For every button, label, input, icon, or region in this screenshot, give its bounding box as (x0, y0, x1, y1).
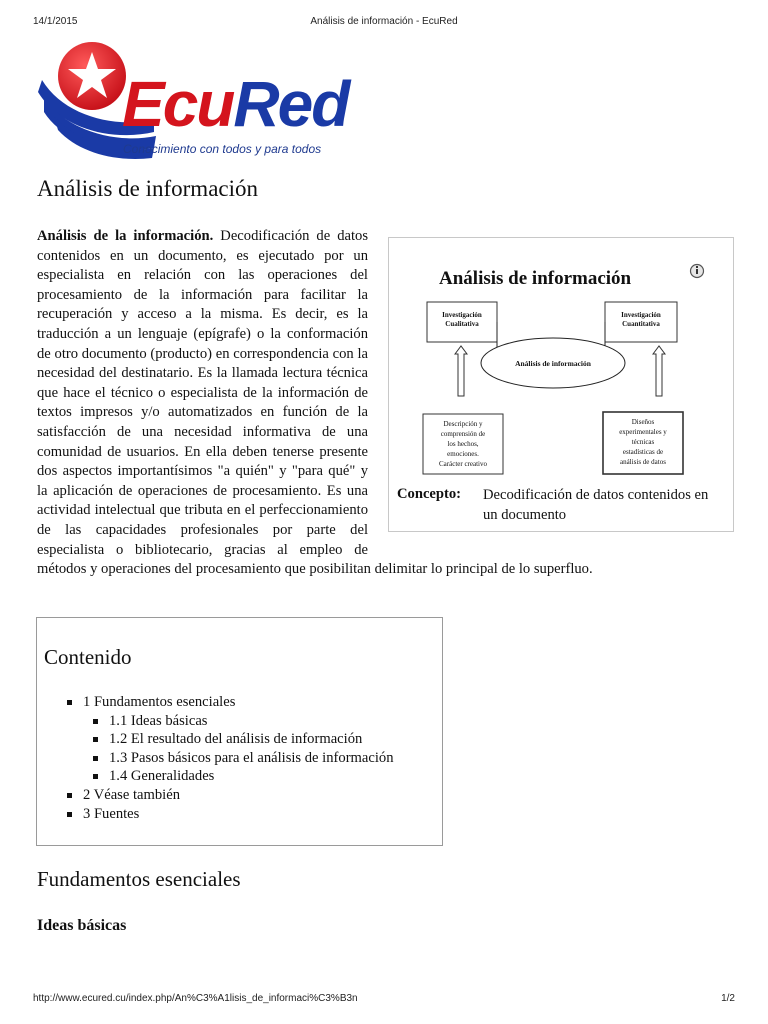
subsection-heading-ideas: Ideas básicas (37, 917, 127, 934)
section-heading-fundamentos: Fundamentos esenciales (37, 867, 241, 891)
brand-wordmark (122, 68, 349, 140)
box-description-line5: Carácter creativo (439, 460, 487, 468)
table-of-contents (36, 617, 443, 846)
infobox-image[interactable] (397, 246, 725, 478)
print-page-title: Análisis de información - EcuRed (310, 16, 458, 27)
box-description-line2: comprensión de (440, 430, 486, 438)
print-footer (33, 993, 735, 1007)
box-designs-line3: técnicas (631, 438, 655, 446)
up-arrow-left (455, 346, 467, 396)
toc-sublist-wrap (67, 712, 394, 786)
box-designs-line1: Diseños (631, 418, 655, 426)
concept-diagram (397, 246, 725, 478)
box-designs-line4: estadísticas de (622, 448, 664, 456)
brand-red: Red (233, 68, 349, 140)
toc-item-generalidades[interactable]: 1.4 Generalidades (93, 767, 394, 786)
intro-lead: Análisis de la información. (37, 228, 214, 244)
box-qualitative-line2: Cualitativa (445, 320, 479, 328)
toc-sublist (67, 712, 394, 786)
print-page-number: 1/2 (721, 993, 735, 1004)
toc-item-resultado[interactable]: 1.2 El resultado del análisis de información (93, 730, 394, 749)
brand-tagline: Conocimiento con todos y para todos (123, 142, 322, 156)
box-qualitative-line1: Investigación (442, 311, 482, 319)
print-date: 14/1/2015 (33, 16, 78, 27)
center-ellipse-label: Análisis de información (515, 359, 591, 368)
concept-value: Decodificación de datos contenidos en un documento (483, 487, 709, 523)
toc-item-pasos-basicos[interactable]: 1.3 Pasos básicos para el análisis de información (93, 749, 394, 768)
print-header (33, 16, 735, 30)
intro-text: Decodificación de datos contenidos en un documento, es ejecutado por un especialista en relación con las operaciones del procesamiento de la información para facilitar la recuperación y acceso a la misma. Es decir, es la traducción a un lenguaje (epígrafe) o la conformación de otro documento (producto) en correspondencia con la necesidad del destinatario. Es la llamada lectura técnica que hace el técnico o especialista de la información de textos impresos y/o automatizados en función de la satisfacción de una necesidad informativa de una comunidad de usuarios. En ella deben tenerse presente dos aspectos importantísimos "a quién" y "para qué" y la aplicación de operaciones de procesamiento. Es una actividad intelectual que tributa en el perfeccionamiento de las capacidades profesionales por parte del especialista o bibliotecario, gracias al empleo de métodos y operaciones del procesamiento que posibilitan delimitar lo principal de lo superfluo. (37, 228, 593, 578)
brand-ecu: Ecu (122, 68, 234, 140)
box-quantitative-line2: Cuantitativa (622, 320, 660, 328)
box-designs-line5: análisis de datos (620, 458, 666, 466)
box-quantitative-line1: Investigación (621, 311, 661, 319)
concept-label: Concepto: (397, 486, 462, 502)
up-arrow-right (653, 346, 665, 396)
toc-title: Contenido (44, 645, 132, 669)
toc-list (67, 693, 394, 823)
ecured-logo[interactable] (34, 36, 354, 160)
article-body (37, 227, 734, 580)
info-icon[interactable] (691, 265, 704, 278)
print-url[interactable]: http://www.ecured.cu/index.php/An%C3%A1lisis_de_informaci%C3%B3n (33, 993, 358, 1004)
diagram-title: Análisis de información (439, 268, 632, 289)
toc-item-ideas-basicas[interactable]: 1.1 Ideas básicas (93, 712, 394, 731)
toc-item-fuentes[interactable]: 3 Fuentes (67, 805, 394, 824)
box-description-line4: emociones. (447, 450, 479, 458)
page-title: Análisis de información (37, 176, 259, 201)
box-designs-line2: experimentales y (619, 428, 667, 436)
toc-item-fundamentos[interactable]: 1 Fundamentos esenciales (67, 693, 394, 712)
box-description-line1: Descripción y (443, 420, 483, 428)
toc-item-vease-tambien[interactable]: 2 Véase también (67, 786, 394, 805)
box-description-line3: los hechos, (447, 440, 479, 448)
infobox (388, 237, 734, 532)
